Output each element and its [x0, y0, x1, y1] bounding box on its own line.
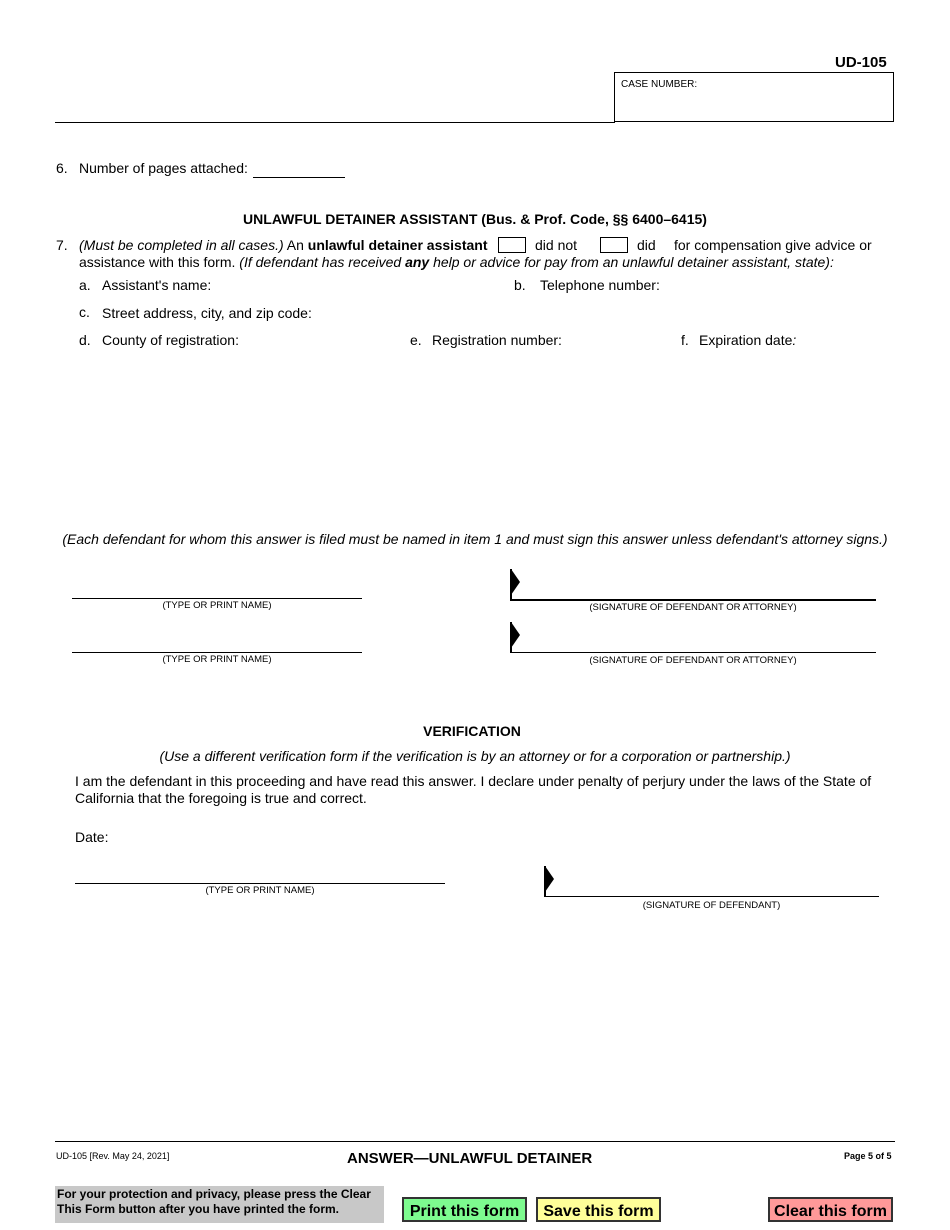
signature-note: (Each defendant for whom this answer is filed must be named in item 1 and must sign this answer unless defendant's attorney signs.) — [62, 531, 888, 547]
expiration-date-text: Expiration date — [699, 332, 793, 348]
item7-must-text: (Must be completed in all cases.) — [79, 237, 284, 253]
field-f-letter: f. — [681, 332, 689, 348]
expiration-date-label[interactable] — [699, 332, 796, 348]
verification-subheading: (Use a different verification form if the verification is by an attorney or for a corporation or partnership.) — [159, 748, 791, 764]
field-c-letter: c. — [79, 304, 90, 320]
item7-uda-text: unlawful detainer assistant — [307, 237, 488, 253]
header-divider — [55, 122, 615, 123]
save-form-button[interactable]: Save this form — [536, 1197, 661, 1222]
date-label[interactable]: Date: — [75, 829, 109, 845]
signature-line-1[interactable] — [510, 599, 876, 601]
footer-rev: UD-105 [Rev. May 24, 2021] — [56, 1151, 170, 1161]
type-name-caption-2: (TYPE OR PRINT NAME) — [162, 654, 272, 665]
assistant-name-label[interactable]: Assistant's name: — [102, 277, 212, 293]
verification-type-name-line[interactable] — [75, 883, 445, 884]
item7-number: 7. — [56, 237, 68, 253]
for-compensation-text: for compensation give advice or — [674, 237, 872, 253]
did-checkbox[interactable] — [600, 237, 628, 253]
verification-type-name-caption: (TYPE OR PRINT NAME) — [205, 885, 315, 896]
field-d-letter: d. — [79, 332, 91, 348]
sign-here-arrow-icon-3 — [545, 866, 554, 892]
did-not-label: did not — [535, 237, 578, 253]
footer-page: Page 5 of 5 — [844, 1151, 892, 1161]
print-form-button[interactable]: Print this form — [402, 1197, 527, 1222]
verification-signature-line[interactable] — [544, 896, 879, 897]
did-not-checkbox[interactable] — [498, 237, 526, 253]
did-label: did — [637, 237, 656, 253]
type-name-line-1[interactable] — [72, 598, 362, 599]
footer-title: ANSWER—UNLAWFUL DETAINER — [347, 1150, 593, 1167]
registration-number-label[interactable]: Registration number: — [432, 332, 562, 348]
street-address-label[interactable]: Street address, city, and zip code: — [102, 305, 312, 321]
signature-line-2[interactable] — [510, 652, 876, 653]
footer-divider — [55, 1141, 895, 1142]
field-e-letter: e. — [410, 332, 422, 348]
type-name-line-2[interactable] — [72, 652, 362, 653]
item7-line2-any: any — [405, 254, 430, 270]
pages-attached-field[interactable] — [253, 161, 345, 178]
field-a-letter: a. — [79, 277, 91, 293]
case-number-box[interactable] — [614, 72, 894, 122]
verification-signature-caption: (SIGNATURE OF DEFENDANT) — [642, 900, 781, 911]
item7-line1 — [79, 237, 488, 253]
expiration-date-colon: : — [792, 332, 797, 348]
signature-caption-1: (SIGNATURE OF DEFENDANT OR ATTORNEY) — [589, 602, 797, 613]
field-b-letter: b. — [514, 277, 526, 293]
uda-heading: UNLAWFUL DETAINER ASSISTANT (Bus. & Prof. Code, §§ 6400–6415) — [243, 211, 707, 227]
verification-body: I am the defendant in this proceeding and have read this answer. I declare under penalty of perjury under the laws of the State of California that the foregoing is true and correct. — [75, 773, 872, 806]
clear-form-button[interactable]: Clear this form — [768, 1197, 893, 1222]
sign-here-arrow-icon-2 — [511, 622, 520, 648]
item7-line2 — [79, 254, 834, 270]
item7-an-text: An — [286, 237, 304, 253]
verification-heading: VERIFICATION — [423, 723, 521, 739]
signature-caption-2: (SIGNATURE OF DEFENDANT OR ATTORNEY) — [589, 655, 797, 666]
case-number-label: CASE NUMBER: — [621, 79, 698, 90]
county-registration-label[interactable]: County of registration: — [102, 332, 239, 348]
item6-number: 6. — [56, 160, 68, 176]
sign-here-arrow-icon-1 — [511, 569, 520, 595]
type-name-caption-1: (TYPE OR PRINT NAME) — [162, 600, 272, 611]
item7-line2-italic-a: (If defendant has received — [239, 254, 402, 270]
form-id: UD-105 — [835, 54, 887, 71]
privacy-note: For your protection and privacy, please press the Clear This Form button after you have printed the form. — [55, 1186, 384, 1223]
item7-line2-italic-b: help or advice for pay from an unlawful detainer assistant, state): — [433, 254, 834, 270]
telephone-number-label[interactable]: Telephone number: — [540, 277, 660, 293]
item7-line2-plain: assistance with this form. — [79, 254, 236, 270]
item6-label: Number of pages attached: — [79, 160, 248, 176]
